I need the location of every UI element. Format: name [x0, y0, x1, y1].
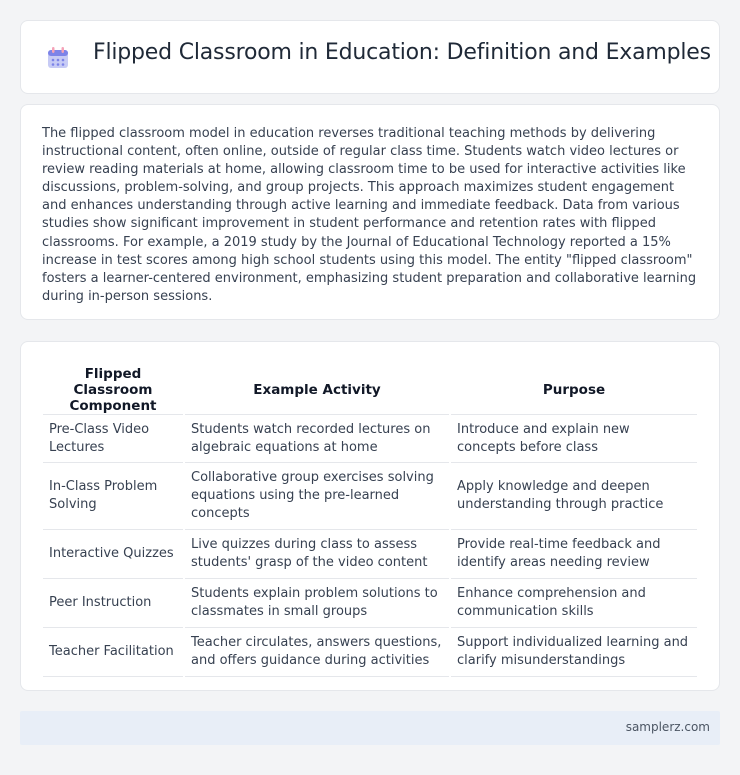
- title-card: [20, 20, 720, 94]
- table-card: [20, 341, 720, 691]
- footer-site-link[interactable]: samplerz.com: [625, 720, 710, 734]
- table-row: [43, 627, 697, 677]
- components-table: [41, 362, 699, 677]
- cell-purpose: Provide real-time feedback and identify areas needing review: [451, 529, 697, 578]
- cell-component: Peer Instruction: [43, 578, 183, 627]
- cell-component: Pre-Class Video Lectures: [43, 414, 183, 462]
- page-title: Flipped Classroom in Education: Definition and Examples: [93, 40, 711, 65]
- description-card: [20, 104, 720, 320]
- table-row: [43, 529, 697, 578]
- cell-activity: Students watch recorded lectures on algebraic equations at home: [185, 414, 449, 462]
- cell-activity: Teacher circulates, answers questions, and offers guidance during activities: [185, 627, 449, 677]
- table-row: [43, 414, 697, 462]
- cell-purpose: Enhance comprehension and communication skills: [451, 578, 697, 627]
- table-header-row: [43, 362, 697, 414]
- cell-component: Interactive Quizzes: [43, 529, 183, 578]
- column-header-component: Flipped Classroom Component: [69, 366, 157, 414]
- calendar-icon: [47, 47, 69, 69]
- cell-purpose: Support individualized learning and clarify misunderstandings: [451, 627, 697, 677]
- cell-activity: Collaborative group exercises solving equations using the pre-learned concepts: [185, 462, 449, 529]
- cell-activity: Students explain problem solutions to classmates in small groups: [185, 578, 449, 627]
- cell-component: In-Class Problem Solving: [43, 462, 183, 529]
- cell-purpose: Apply knowledge and deepen understanding through practice: [451, 462, 697, 529]
- table-row: [43, 578, 697, 627]
- column-header-activity: Example Activity: [253, 382, 381, 398]
- table-row: [43, 462, 697, 529]
- description-text: The flipped classroom model in education reverses traditional teaching methods by delivering instructional content, often online, outside of regular class time. Students watch video lectures or review reading materials at home, allowing classroom time to be used for interactive activities like discussions, problem-solving, and group projects. This approach maximizes student engagement and enhances understanding through active learning and immediate feedback. Data from various studies show significant improvement in student performance and retention rates with flipped classrooms. For example, a 2019 study by the Journal of Educational Technology reported a 15% increase in test scores among high school students using this model. The entity "flipped classroom" fosters a learner-centered environment, emphasizing student preparation and collaborative learning during in-person sessions.: [42, 126, 697, 304]
- cell-activity: Live quizzes during class to assess students' grasp of the video content: [185, 529, 449, 578]
- column-header-purpose: Purpose: [542, 382, 606, 398]
- cell-component: Teacher Facilitation: [43, 627, 183, 677]
- footer-bar: [20, 711, 720, 745]
- cell-purpose: Introduce and explain new concepts before class: [451, 414, 697, 462]
